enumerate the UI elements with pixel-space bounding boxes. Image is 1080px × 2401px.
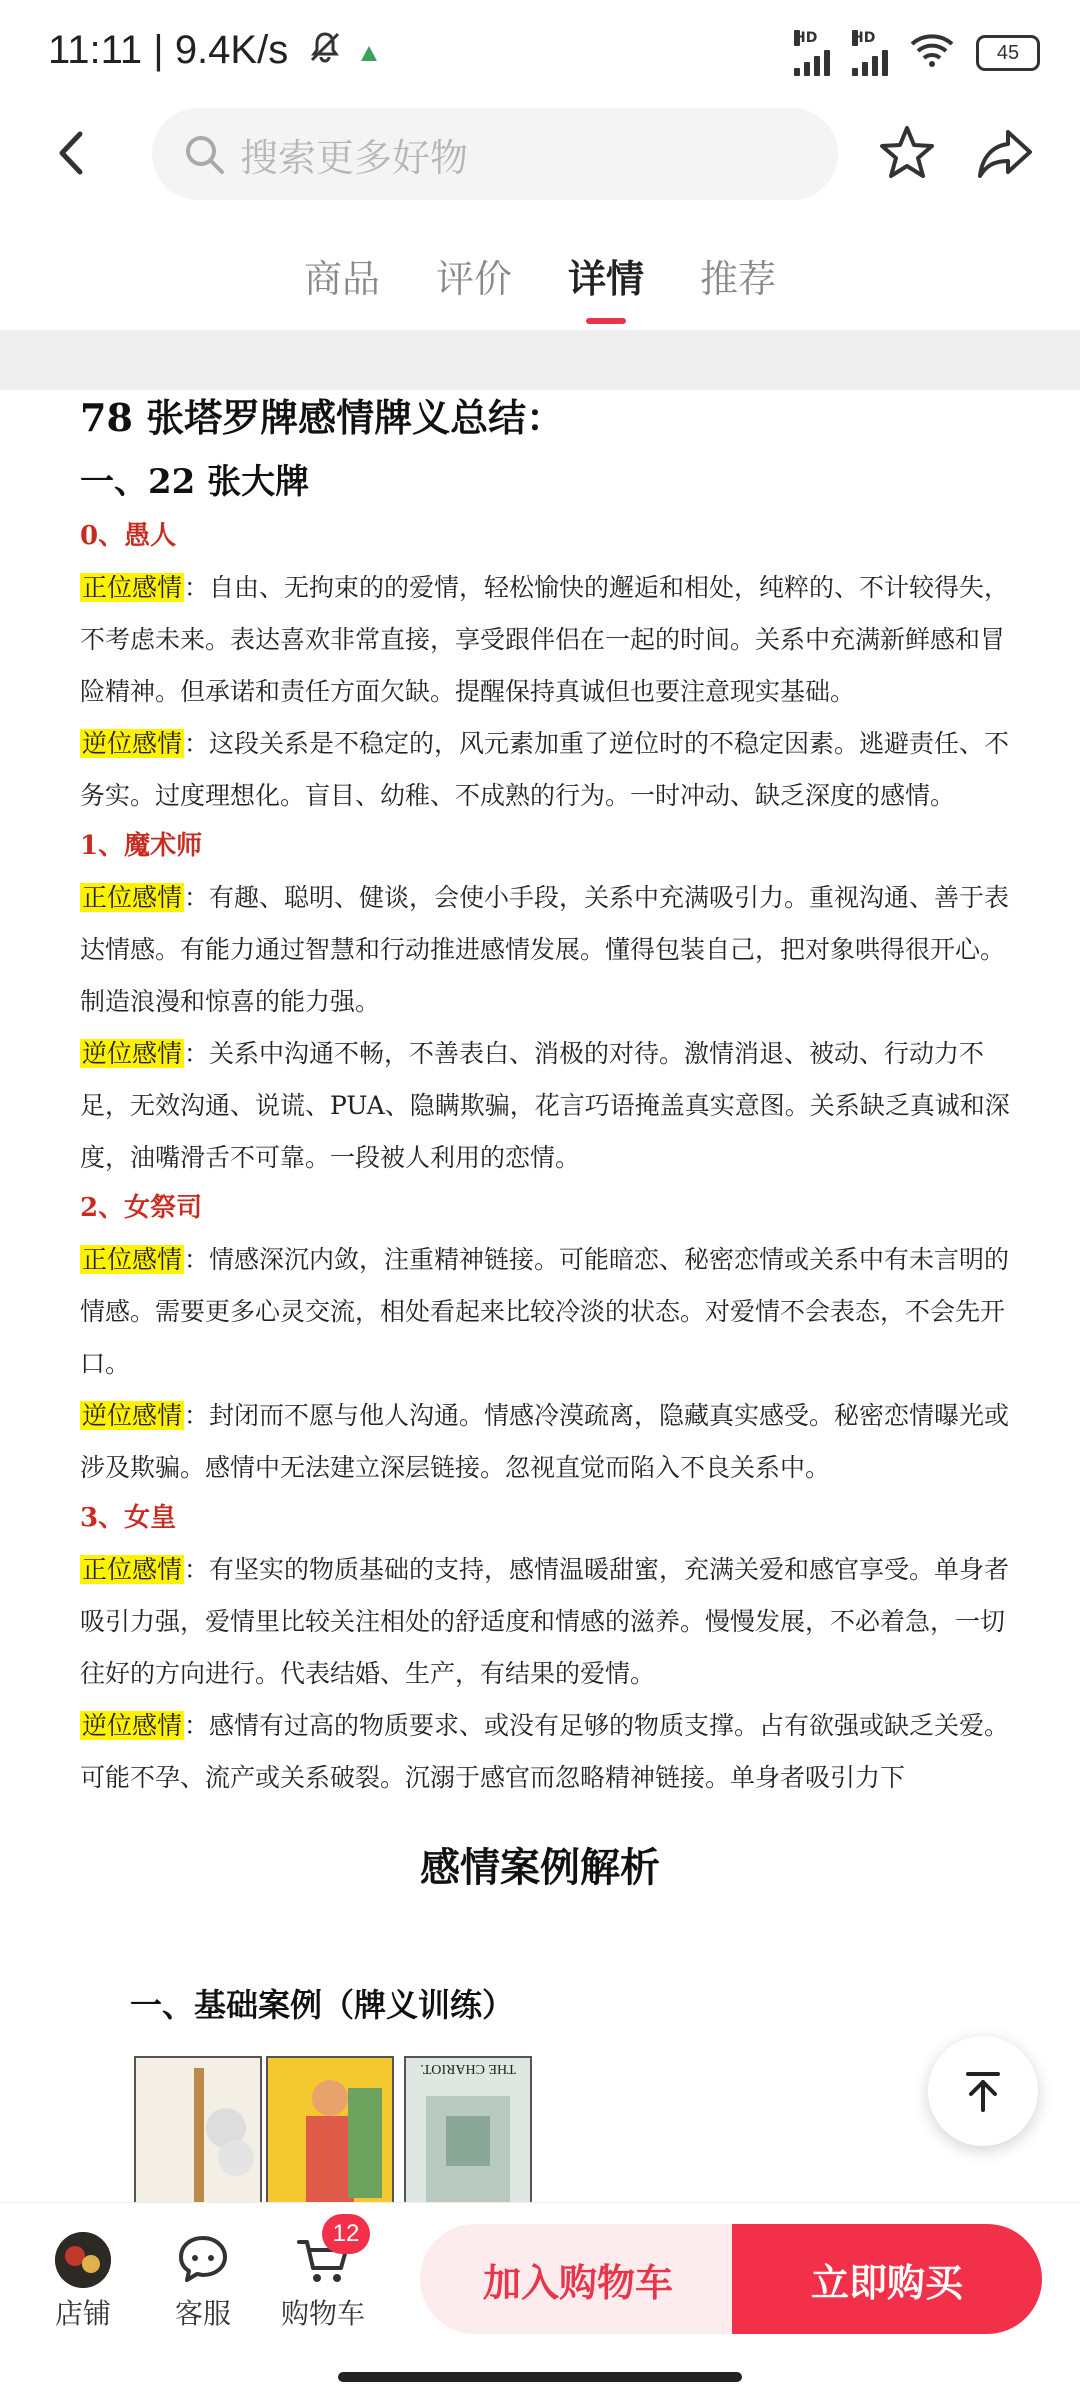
- detail-document: [80, 392, 1010, 1804]
- reversed-paragraph: [80, 1390, 1010, 1494]
- card-block: [80, 516, 1010, 822]
- tab-recommend[interactable]: [692, 240, 784, 330]
- hd-label-2: HD: [852, 30, 876, 46]
- store-avatar: [55, 2232, 111, 2288]
- reversed-label: 逆位感情: [82, 729, 183, 758]
- card-title: 0、愚人: [80, 521, 177, 551]
- home-indicator[interactable]: [338, 2372, 742, 2382]
- tab-label: 详情: [568, 257, 645, 301]
- customer-service-button[interactable]: [148, 2232, 258, 2332]
- back-button[interactable]: [40, 118, 110, 188]
- reversed-text: ：封闭而不愿与他人沟通。情感冷漠疏离，隐藏真实感受。秘密恋情曝光或涉及欺骗。感情中无法建立深层链接。忽视直觉而陷入不良关系中。: [80, 1401, 1010, 1482]
- reversed-text: ：关系中沟通不畅，不善表白、消极的对待。激情消退、被动、行动力不足，无效沟通、说谎、PUA、隐瞒欺骗，花言巧语掩盖真实意图。关系缺乏真诚和深度，油嘴滑舌不可靠。一段被人利用的恋情。: [80, 1039, 1010, 1172]
- card-block: [80, 826, 1010, 1184]
- status-time: [48, 28, 380, 75]
- upright-label: 正位感情: [82, 883, 183, 912]
- arrow-up-icon: [958, 2066, 1008, 2116]
- card-block: [80, 1188, 1010, 1494]
- add-to-cart-label: 加入购物车: [482, 2260, 673, 2305]
- upright-text: ：自由、无拘束的的爱情，轻松愉快的邂逅和相处，纯粹的、不计较得失，不考虑未来。表达喜欢非常直接，享受跟伴侣在一起的时间。关系中充满新鲜感和冒险精神。但承诺和责任方面欠缺。提醒保持真诚但也要注意现实基础。: [80, 573, 1010, 706]
- share-icon: [970, 118, 1040, 188]
- reversed-label: 逆位感情: [82, 1711, 183, 1740]
- reversed-label: 逆位感情: [82, 1401, 183, 1430]
- tab-bar: [0, 240, 1080, 330]
- share-button[interactable]: [970, 118, 1040, 188]
- tab-details[interactable]: [560, 240, 652, 330]
- search-placeholder: 搜索更多好物: [240, 135, 469, 180]
- upright-paragraph: [80, 872, 1010, 1028]
- scroll-to-top-button[interactable]: [928, 2036, 1038, 2146]
- reversed-paragraph: [80, 1700, 1010, 1804]
- search-icon: [182, 132, 226, 176]
- upright-paragraph: [80, 562, 1010, 718]
- tab-reviews[interactable]: [428, 240, 520, 330]
- reversed-text: ：感情有过高的物质要求、或没有足够的物质支撑。占有欲强或缺乏关爱。可能不孕、流产或关系破裂。沉溺于感官而忽略精神链接。单身者吸引力下: [80, 1711, 1010, 1792]
- reversed-paragraph: [80, 1028, 1010, 1184]
- reversed-label: 逆位感情: [82, 1039, 183, 1068]
- reversed-paragraph: [80, 718, 1010, 822]
- upright-paragraph: [80, 1234, 1010, 1390]
- buy-now-label: 立即购买: [810, 2260, 963, 2305]
- status-bar: [0, 0, 1080, 100]
- separator: |: [153, 28, 175, 72]
- case-analysis-title: 感情案例解析: [420, 1844, 660, 1891]
- status-icons: [794, 30, 1040, 76]
- mute-bell-icon: [307, 29, 343, 75]
- service-label: 客服: [174, 2297, 231, 2330]
- store-button[interactable]: [28, 2232, 138, 2332]
- battery-icon: [976, 35, 1040, 71]
- tab-label: 推荐: [700, 257, 777, 301]
- buy-now-button[interactable]: [732, 2224, 1042, 2334]
- battery-level: 45: [996, 41, 1020, 64]
- clock-text: 11:11: [48, 28, 143, 72]
- tarot-card-image: [266, 2056, 394, 2210]
- divider-band: [0, 330, 1080, 390]
- tarot-card-image: [134, 2056, 262, 2210]
- tab-label: 商品: [303, 257, 380, 301]
- store-label: 店铺: [54, 2297, 111, 2330]
- card-caption: THE CHARIOT.: [420, 2061, 516, 2076]
- tab-label: 评价: [435, 257, 512, 301]
- card-title: 3、女皇: [80, 1503, 177, 1533]
- chat-bubble-icon: [175, 2232, 231, 2288]
- case-subtitle: 一、基础案例（牌义训练）: [130, 1986, 515, 2024]
- upright-text: ：有趣、聪明、健谈，会使小手段，关系中充满吸引力。重视沟通、善于表达情感。有能力通过智慧和行动推进感情发展。懂得包装自己，把对象哄得很开心。制造浪漫和惊喜的能力强。: [80, 883, 1010, 1016]
- card-title: 1、魔术师: [80, 831, 203, 861]
- upright-text: ：有坚实的物质基础的支持，感情温暖甜蜜，充满关爱和感官享受。单身者吸引力强，爱情里比较关注相处的舒适度和情感的滋养。慢慢发展，不必着急，一切往好的方向进行。代表结婚、生产，有结果的爱情。: [80, 1555, 1010, 1688]
- network-speed: 9.4K/s: [174, 28, 289, 72]
- card-title: 2、女祭司: [80, 1193, 203, 1223]
- tarot-card-image: [404, 2056, 532, 2210]
- signal-2-icon: [852, 30, 888, 76]
- tab-goods[interactable]: [296, 240, 388, 330]
- upright-text: ：情感深沉内敛，注重精神链接。可能暗恋、秘密恋情或关系中有未言明的情感。需要更多心灵交流，相处看起来比较冷淡的状态。对爱情不会表态，不会先开口。: [80, 1245, 1010, 1378]
- upright-label: 正位感情: [82, 573, 183, 602]
- cart-count-badge: 12: [322, 2214, 370, 2254]
- back-arrow-icon: [40, 118, 110, 188]
- section-heading: 一、22 张大牌: [80, 462, 310, 502]
- hd-label-1: HD: [794, 30, 818, 46]
- reversed-text: ：这段关系是不稳定的，风元素加重了逆位时的不稳定因素。逃避责任、不务实。过度理想化。盲目、幼稚、不成熟的行为。一时冲动、缺乏深度的感情。: [80, 729, 1010, 810]
- upright-label: 正位感情: [82, 1245, 183, 1274]
- app-notification-icon: [358, 30, 380, 75]
- signal-1-icon: [794, 30, 830, 76]
- document-title: 78 张塔罗牌感情牌义总结：: [80, 395, 565, 440]
- search-input[interactable]: [152, 108, 838, 200]
- cart-label: 购物车: [280, 2297, 365, 2330]
- upright-paragraph: [80, 1544, 1010, 1700]
- star-icon: [872, 118, 942, 188]
- add-to-cart-button[interactable]: [420, 2224, 736, 2334]
- card-block: [80, 1498, 1010, 1804]
- favorite-button[interactable]: [872, 118, 942, 188]
- upright-label: 正位感情: [82, 1555, 183, 1584]
- wifi-icon: [910, 34, 954, 72]
